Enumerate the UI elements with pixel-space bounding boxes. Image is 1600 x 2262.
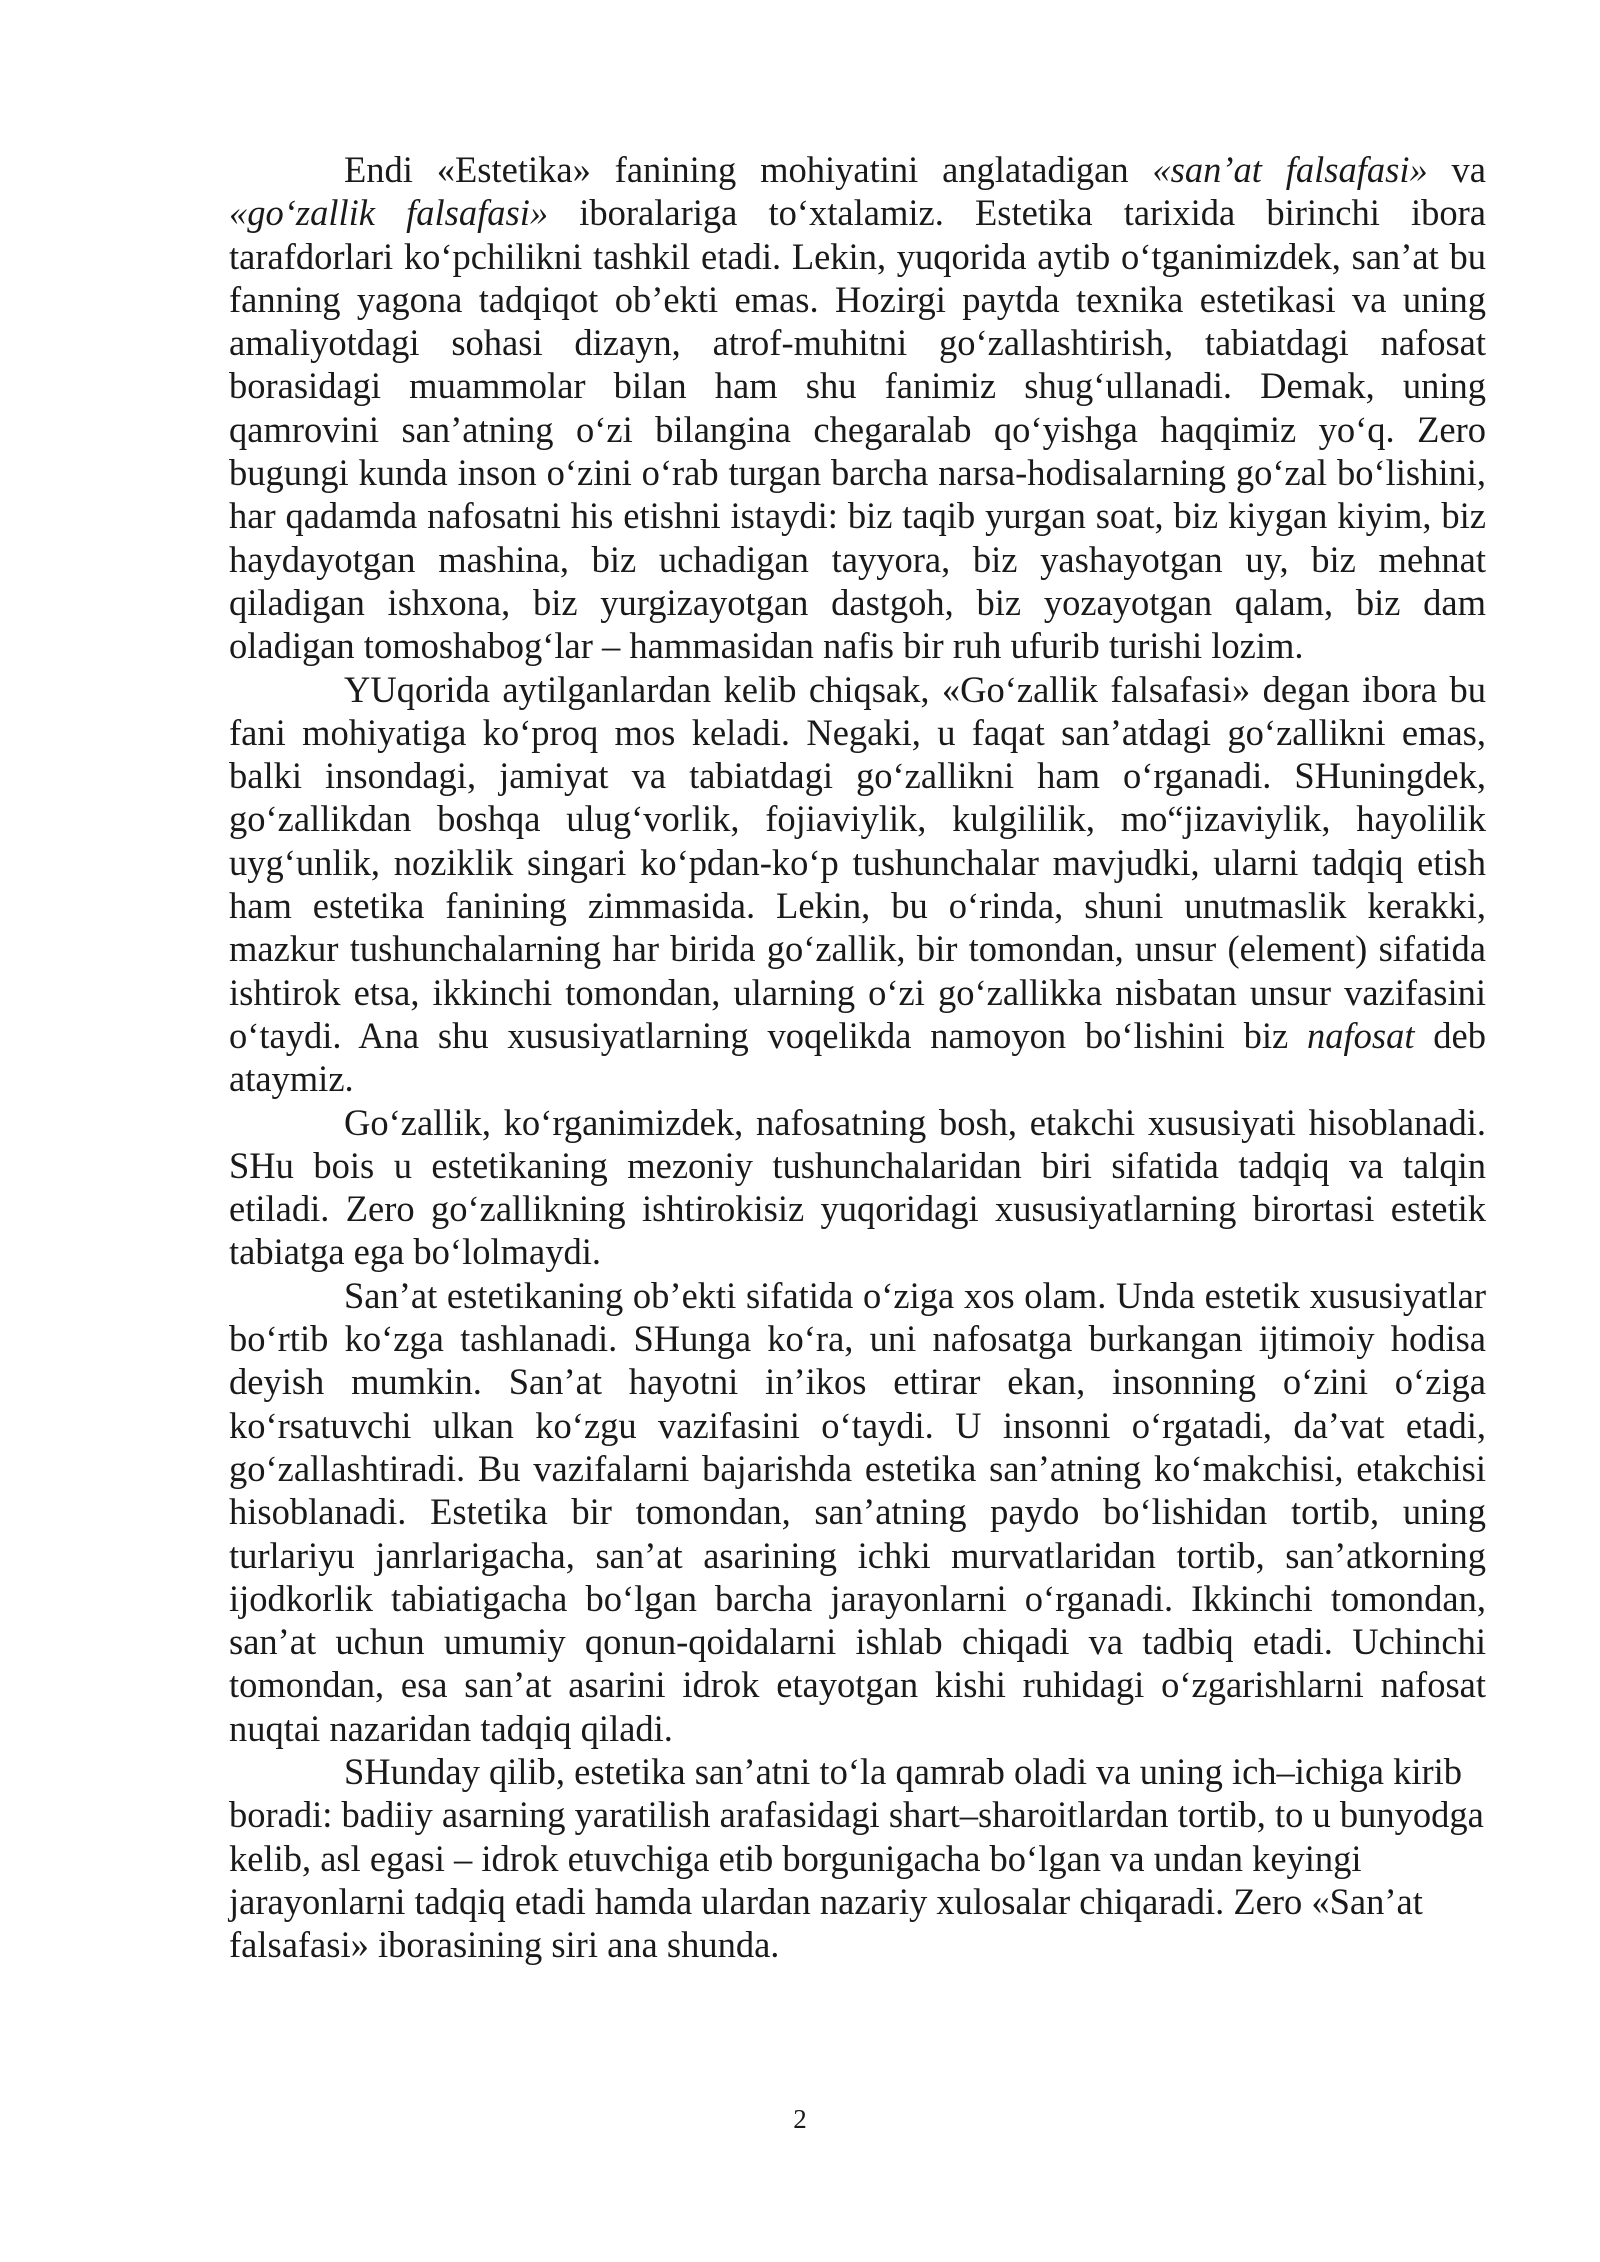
- paragraph-2-text: YUqorida aytilganlardan kelib chiqsak, «Go‘zallik falsafasi» degan ibora bu fani mohiyatiga ko‘proq mos keladi. Negaki, u faqat san’atdagi go‘zallikni emas, balki insondagi, jamiyat va tabiatdagi go‘zallikni ham o‘rganadi. SHuningdek, go‘zallikdan boshqa ulug‘vorlik, fojiaviylik, kulgililik, mo“jizaviylik, hayolilik uyg‘unlik, noziklik singari ko‘pdan-ko‘p tushunchalar mavjudki, ularni tadqiq etish ham estetika fanining zimmasida. Lekin, bu o‘rinda, shuni unutmaslik kerakki, mazkur tushunchalarning har birida go‘zallik, bir tomondan, unsur (element) sifatida ishtirok etsa, ikkinchi tomondan, ularning o‘zi go‘zallikka nisbatan unsur vazifasini o‘taydi. Ana shu xususiyatlarning voqelikda namoyon bo‘lishini biz: [229, 668, 1486, 1056]
- page-number: 2: [793, 2104, 807, 2134]
- paragraph-1-italic-term-san-at-falsafasi: «san’at falsafasi»: [1152, 149, 1428, 190]
- paragraph-5: [229, 1750, 1486, 1966]
- paragraph-2: [229, 668, 1486, 1101]
- paragraph-2-italic-term-nafosat: nafosat: [1307, 1014, 1415, 1056]
- paragraph-1-text: Endi «Estetika» fanining mohiyatini anglatadigan: [344, 149, 1153, 190]
- document-page: [229, 148, 1486, 1966]
- paragraph-2-text: deb ataymiz.: [229, 1014, 1487, 1100]
- paragraph-3-text: Go‘zallik, ko‘rganimizdek, nafosatning bosh, etakchi xususiyati hisoblanadi. SHu bois u estetikaning mezoniy tushunchalaridan biri sifatida tadqiq va talqin etiladi. Zero go‘zallikning ishtirokisiz yuqoridagi xususiyatlarning birortasi estetik tabiatga ega bo‘lolmaydi.: [229, 1101, 1486, 1273]
- paragraph-1-italic-term-gozallik-falsafasi: «go‘zallik falsafasi»: [229, 192, 549, 234]
- paragraph-5-text: SHunday qilib, estetika san’atni to‘la qamrab oladi va uning ich–ichiga kirib boradi: badiiy asarning yaratilish arafasidagi shart–sharoitlardan tortib, to u bunyodga kelib, asl egasi – idrok etuvchiga etib borgunigacha bo‘lgan va undan keyingi jarayonlarni tadqiq etadi hamda ulardan nazariy xulosalar chiqaradi. Zero «San’at falsafasi» iborasining siri ana shunda.: [229, 1750, 1484, 1966]
- paragraph-1-text: va: [1427, 149, 1486, 190]
- paragraph-3: [229, 1101, 1486, 1274]
- paragraph-1: [229, 148, 1486, 668]
- paragraph-4-text: San’at estetikaning ob’ekti sifatida o‘ziga xos olam. Unda estetik xususiyatlar bo‘rtib ko‘zga tashlanadi. SHunga ko‘ra, uni nafosatga burkangan ijtimoiy hodisa deyish mumkin. San’at hayotni in’ikos ettirar ekan, insonning o‘zini o‘ziga ko‘rsatuvchi ulkan ko‘zgu vazifasini o‘taydi. U insonni o‘rgatadi, da’vat etadi, go‘zallashtiradi. Bu vazifalarni bajarishda estetika san’atning ko‘makchisi, etakchisi hisoblanadi. Estetika bir tomondan, san’atning paydo bo‘lishidan tortib, uning turlariyu janrlarigacha, san’at asarining ichki murvatlaridan tortib, san’atkorning ijodkorlik tabiatigacha bo‘lgan barcha jarayonlarni o‘rganadi. Ikkinchi tomondan, san’at uchun umumiy qonun-qoidalarni ishlab chiqadi va tadbiq etadi. Uchinchi tomondan, esa san’at asarini idrok etayotgan kishi ruhidagi o‘zgarishlarni nafosat nuqtai nazaridan tadqiq qiladi.: [229, 1274, 1486, 1749]
- paragraph-4: [229, 1274, 1486, 1750]
- paragraph-1-text: iboralariga to‘xtalamiz. Estetika tarixida birinchi ibora tarafdorlari ko‘pchilikni tashkil etadi. Lekin, yuqorida aytib o‘tganimizdek, san’at bu fanning yagona tadqiqot ob’ekti emas. Hozirgi paytda texnika estetikasi va uning amaliyotdagi sohasi dizayn, atrof-muhitni go‘zallashtirish, tabiatdagi nafosat borasidagi muammolar bilan ham shu fanimiz shug‘ullanadi. Demak, uning qamrovini san’atning o‘zi bilangina chegaralab qo‘yishga haqqimiz yo‘q. Zero bugungi kunda inson o‘zini o‘rab turgan barcha narsa-hodisalarning go‘zal bo‘lishini, har qadamda nafosatni his etishni istaydi: biz taqib yurgan soat, biz kiygan kiyim, biz haydayotgan mashina, biz uchadigan tayyora, biz yashayotgan uy, biz mehnat qiladigan ishxona, biz yurgizayotgan dastgoh, biz yozayotgan qalam, biz dam oladigan tomoshabog‘lar – hammasidan nafis bir ruh ufurib turishi lozim.: [229, 192, 1486, 667]
